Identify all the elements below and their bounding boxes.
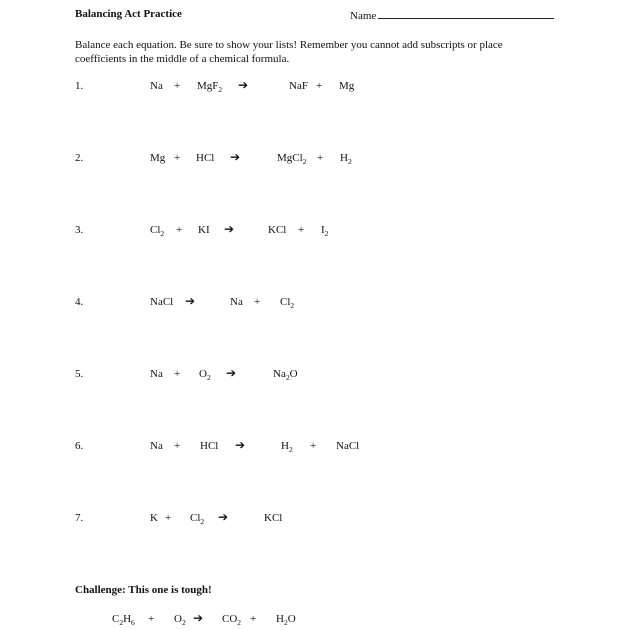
reactant-1: $C_2H_6$ bbox=[112, 613, 135, 627]
plus-sign: + bbox=[298, 224, 305, 236]
reactant-2: $O_2$ bbox=[199, 368, 211, 382]
plus-sign: + bbox=[174, 152, 181, 164]
right-arrow-icon: ➔ bbox=[224, 222, 235, 236]
product-1: $Na_2O$ bbox=[273, 368, 298, 382]
product-1: NaF bbox=[289, 80, 308, 92]
reactant-2: HCl bbox=[200, 440, 219, 452]
product-1: $H_2$ bbox=[281, 440, 293, 454]
right-arrow-icon: ➔ bbox=[226, 366, 237, 380]
reactant-1: Na bbox=[150, 368, 163, 380]
reactant-2: $O_2$ bbox=[174, 613, 186, 627]
plus-sign: + bbox=[310, 440, 317, 452]
plus-sign: + bbox=[317, 152, 324, 164]
reactant-2: $Cl_2$ bbox=[190, 512, 205, 526]
problem-number: 6. bbox=[75, 440, 84, 452]
reactant-1: $Cl_2$ bbox=[150, 224, 165, 238]
reactant-2: HCl bbox=[196, 152, 215, 164]
plus-sign: + bbox=[316, 80, 323, 92]
product-2: $H_2$ bbox=[340, 152, 352, 166]
problem-number: 7. bbox=[75, 512, 84, 524]
plus-sign: + bbox=[254, 296, 261, 308]
plus-sign: + bbox=[176, 224, 183, 236]
right-arrow-icon: ➔ bbox=[230, 150, 241, 164]
page-title: Balancing Act Practice bbox=[75, 8, 182, 20]
product-2: NaCl bbox=[336, 440, 360, 452]
name-blank-line[interactable] bbox=[378, 8, 554, 19]
plus-sign: + bbox=[174, 80, 181, 92]
problem-number: 5. bbox=[75, 368, 84, 380]
name-label: Name bbox=[350, 10, 377, 22]
product-1: KCl bbox=[268, 224, 287, 236]
right-arrow-icon: ➔ bbox=[193, 611, 204, 625]
product-2: $I_2$ bbox=[321, 224, 329, 238]
reactant-1: Mg bbox=[150, 152, 166, 164]
name-field[interactable] bbox=[350, 8, 554, 23]
problem-number: 4. bbox=[75, 296, 84, 308]
reactant-1: Na bbox=[150, 440, 163, 452]
instructions: Balance each equation. Be sure to show your lists! Remember you cannot add subscripts or place coefficients in the middle of a chemical formula. bbox=[75, 39, 503, 65]
product-1: KCl bbox=[264, 512, 283, 524]
product-2: $Cl_2$ bbox=[280, 296, 295, 310]
problem-number: 1. bbox=[75, 80, 84, 92]
plus-sign: + bbox=[165, 512, 172, 524]
right-arrow-icon: ➔ bbox=[235, 438, 246, 452]
right-arrow-icon: ➔ bbox=[218, 510, 229, 524]
product-2: $H_2O$ bbox=[276, 613, 296, 627]
reactant-1: K bbox=[150, 512, 158, 524]
reactant-2: MgF$_2$ bbox=[197, 80, 223, 94]
product-1: Na bbox=[230, 296, 243, 308]
reactant-2: KI bbox=[198, 224, 210, 236]
plus-sign: + bbox=[174, 368, 181, 380]
plus-sign: + bbox=[250, 613, 257, 625]
plus-sign: + bbox=[148, 613, 155, 625]
product-1: $CO_2$ bbox=[222, 613, 242, 627]
reactant-1: NaCl bbox=[150, 296, 174, 308]
right-arrow-icon: ➔ bbox=[238, 78, 249, 92]
problem-number: 2. bbox=[75, 152, 84, 164]
product-2: Mg bbox=[339, 80, 355, 92]
challenge-heading: Challenge: This one is tough! bbox=[75, 584, 212, 596]
right-arrow-icon: ➔ bbox=[185, 294, 196, 308]
plus-sign: + bbox=[174, 440, 181, 452]
reactant-1: Na bbox=[150, 80, 163, 92]
problem-number: 3. bbox=[75, 224, 84, 236]
product-1: MgCl$_2$ bbox=[277, 152, 307, 166]
